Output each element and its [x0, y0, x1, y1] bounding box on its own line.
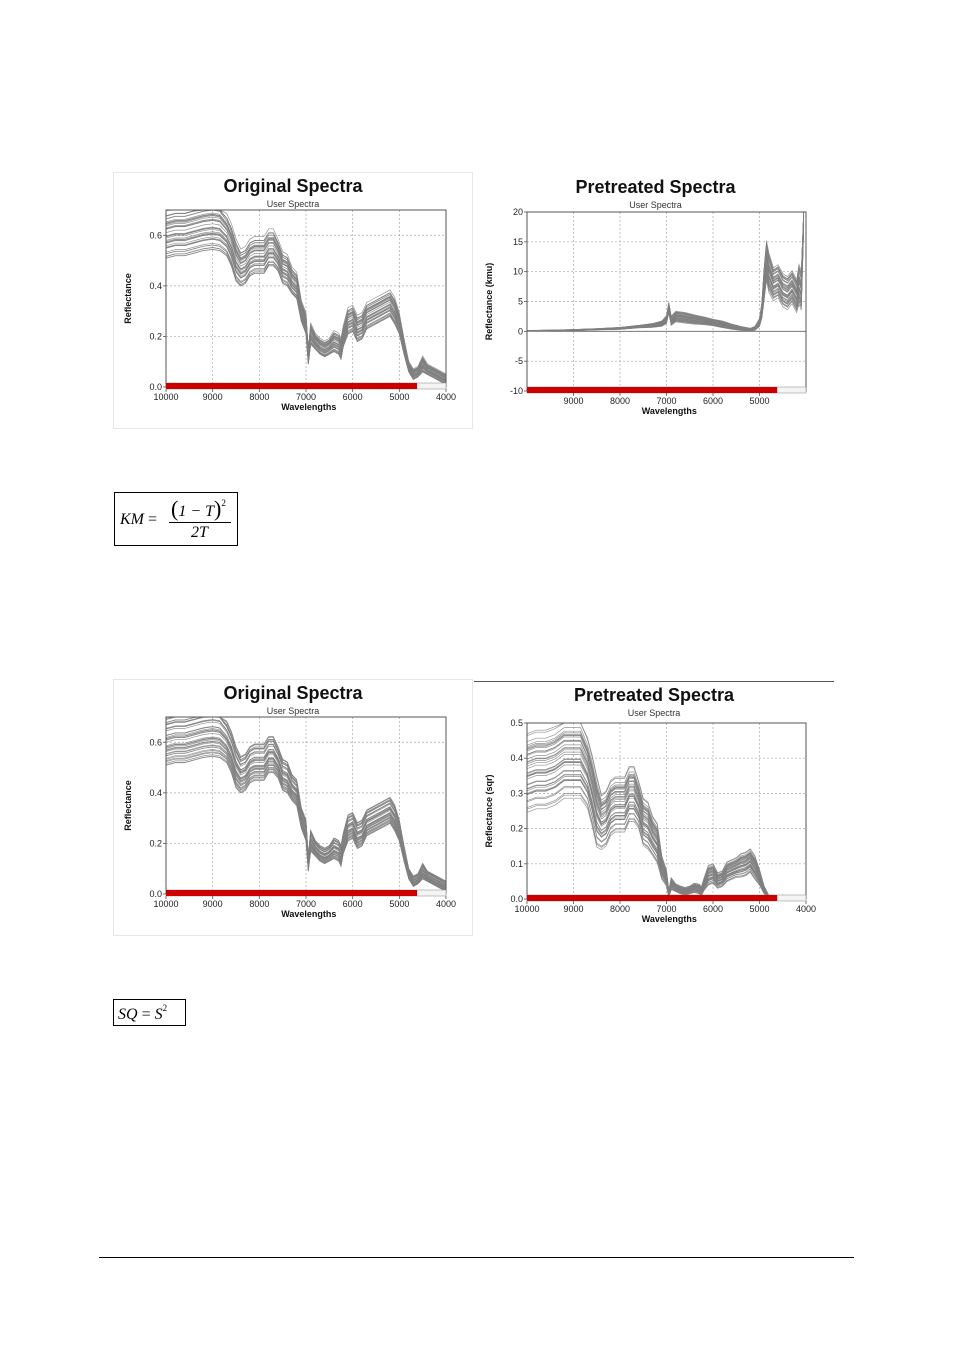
x-tick-label: 10000 — [153, 392, 179, 402]
range-bar — [166, 890, 417, 896]
chart-plot — [113, 679, 473, 936]
y-axis-label: Reflectance (sqr) — [484, 774, 494, 848]
y-tick-label: 0.5 — [510, 718, 523, 728]
x-tick-label: 4000 — [435, 899, 457, 909]
chart-pretreated-spectra-kmu — [478, 172, 833, 429]
y-tick-label: 0 — [517, 326, 523, 337]
formula-equals: = — [148, 511, 158, 528]
chart-pretreated-spectra-sqr — [474, 681, 834, 937]
formula-square — [113, 999, 186, 1026]
formula-denominator: 2T — [191, 524, 208, 541]
chart-plot — [113, 172, 473, 429]
x-tick-label: 5000 — [389, 899, 410, 909]
range-bar — [166, 383, 417, 389]
x-axis-label: Wavelengths — [281, 402, 337, 412]
x-tick-label: 4000 — [435, 392, 457, 402]
x-tick-label: 6000 — [342, 899, 363, 909]
y-tick-label: 0.4 — [510, 753, 523, 764]
formula-lhs: KM — [120, 511, 144, 528]
chart-subtitle: User Spectra — [266, 706, 320, 716]
chart-title: Original Spectra — [223, 176, 363, 196]
x-axis-label: Wavelengths — [281, 909, 337, 919]
x-tick-label: 7000 — [295, 392, 317, 402]
formula-kubelka-munk — [114, 492, 238, 546]
y-tick-label: 0.6 — [149, 737, 162, 748]
x-tick-label: 9000 — [563, 904, 584, 914]
x-tick-label: 6000 — [702, 904, 724, 914]
formula-numerator-inner: 1 − T — [178, 503, 215, 520]
x-tick-label: 5000 — [749, 396, 770, 406]
chart-title: Pretreated Spectra — [575, 177, 736, 197]
x-tick-label: 9000 — [563, 396, 584, 406]
x-axis-label: Wavelengths — [641, 914, 697, 924]
fraction-bar — [169, 522, 231, 523]
y-tick-label: 0.6 — [149, 230, 162, 241]
y-tick-label: -10 — [509, 386, 523, 396]
y-tick-label: 5 — [517, 296, 523, 307]
chart-title: Original Spectra — [223, 683, 363, 703]
formula-base: S — [154, 1006, 163, 1023]
y-tick-label: 0.2 — [149, 331, 162, 342]
y-tick-label: 0.0 — [510, 894, 523, 904]
chart-original-spectra-1 — [113, 172, 473, 429]
x-tick-label: 8000 — [249, 392, 270, 402]
x-tick-label: 8000 — [249, 899, 270, 909]
range-bar — [527, 387, 777, 393]
chart-plot — [474, 682, 834, 937]
formula-numerator-exponent: 2 — [221, 498, 226, 508]
y-tick-label: 0.4 — [149, 787, 162, 798]
chart-title: Pretreated Spectra — [573, 685, 735, 705]
y-tick-label: 10 — [512, 266, 523, 277]
y-tick-label: 0.3 — [510, 788, 523, 799]
x-tick-label: 7000 — [656, 396, 677, 406]
chart-plot — [478, 172, 833, 429]
x-tick-label: 9000 — [202, 899, 223, 909]
chart-subtitle: User Spectra — [266, 199, 320, 209]
y-tick-label: 0.2 — [149, 838, 162, 849]
y-tick-label: 0.0 — [149, 382, 162, 392]
x-tick-label: 5000 — [389, 392, 410, 402]
x-tick-label: 8000 — [609, 904, 631, 914]
chart-original-spectra-2 — [113, 679, 473, 936]
y-axis-label: Reflectance — [123, 780, 133, 831]
x-tick-label: 4000 — [795, 904, 817, 914]
x-tick-label: 9000 — [202, 392, 223, 402]
y-tick-label: 20 — [512, 207, 523, 217]
formula-equals: = — [141, 1006, 151, 1023]
footer-rule — [99, 1257, 854, 1258]
y-tick-label: 0.1 — [510, 858, 523, 869]
x-tick-label: 6000 — [702, 396, 724, 406]
y-tick-label: 0.4 — [149, 280, 162, 291]
y-tick-label: -5 — [514, 356, 523, 367]
y-axis-label: Reflectance (kmu) — [484, 262, 494, 341]
range-bar — [527, 895, 777, 901]
x-tick-label: 5000 — [749, 904, 770, 914]
chart-subtitle: User Spectra — [629, 200, 682, 210]
formula-exponent: 2 — [162, 1003, 168, 1013]
x-axis-label: Wavelengths — [641, 406, 697, 416]
y-tick-label: 15 — [512, 236, 523, 247]
x-tick-label: 7000 — [656, 904, 677, 914]
x-tick-label: 7000 — [295, 899, 317, 909]
formula-lhs: SQ — [118, 1006, 138, 1023]
chart-subtitle: User Spectra — [627, 708, 681, 718]
x-tick-label: 6000 — [342, 392, 363, 402]
x-tick-label: 10000 — [153, 899, 179, 909]
x-tick-label: 10000 — [514, 904, 540, 914]
x-tick-label: 8000 — [609, 396, 631, 406]
y-tick-label: 0.2 — [510, 823, 523, 834]
y-tick-label: 0.0 — [149, 889, 162, 899]
y-axis-label: Reflectance — [123, 273, 133, 324]
formula-numerator: $(1 - T)^2$ — [171, 496, 226, 521]
